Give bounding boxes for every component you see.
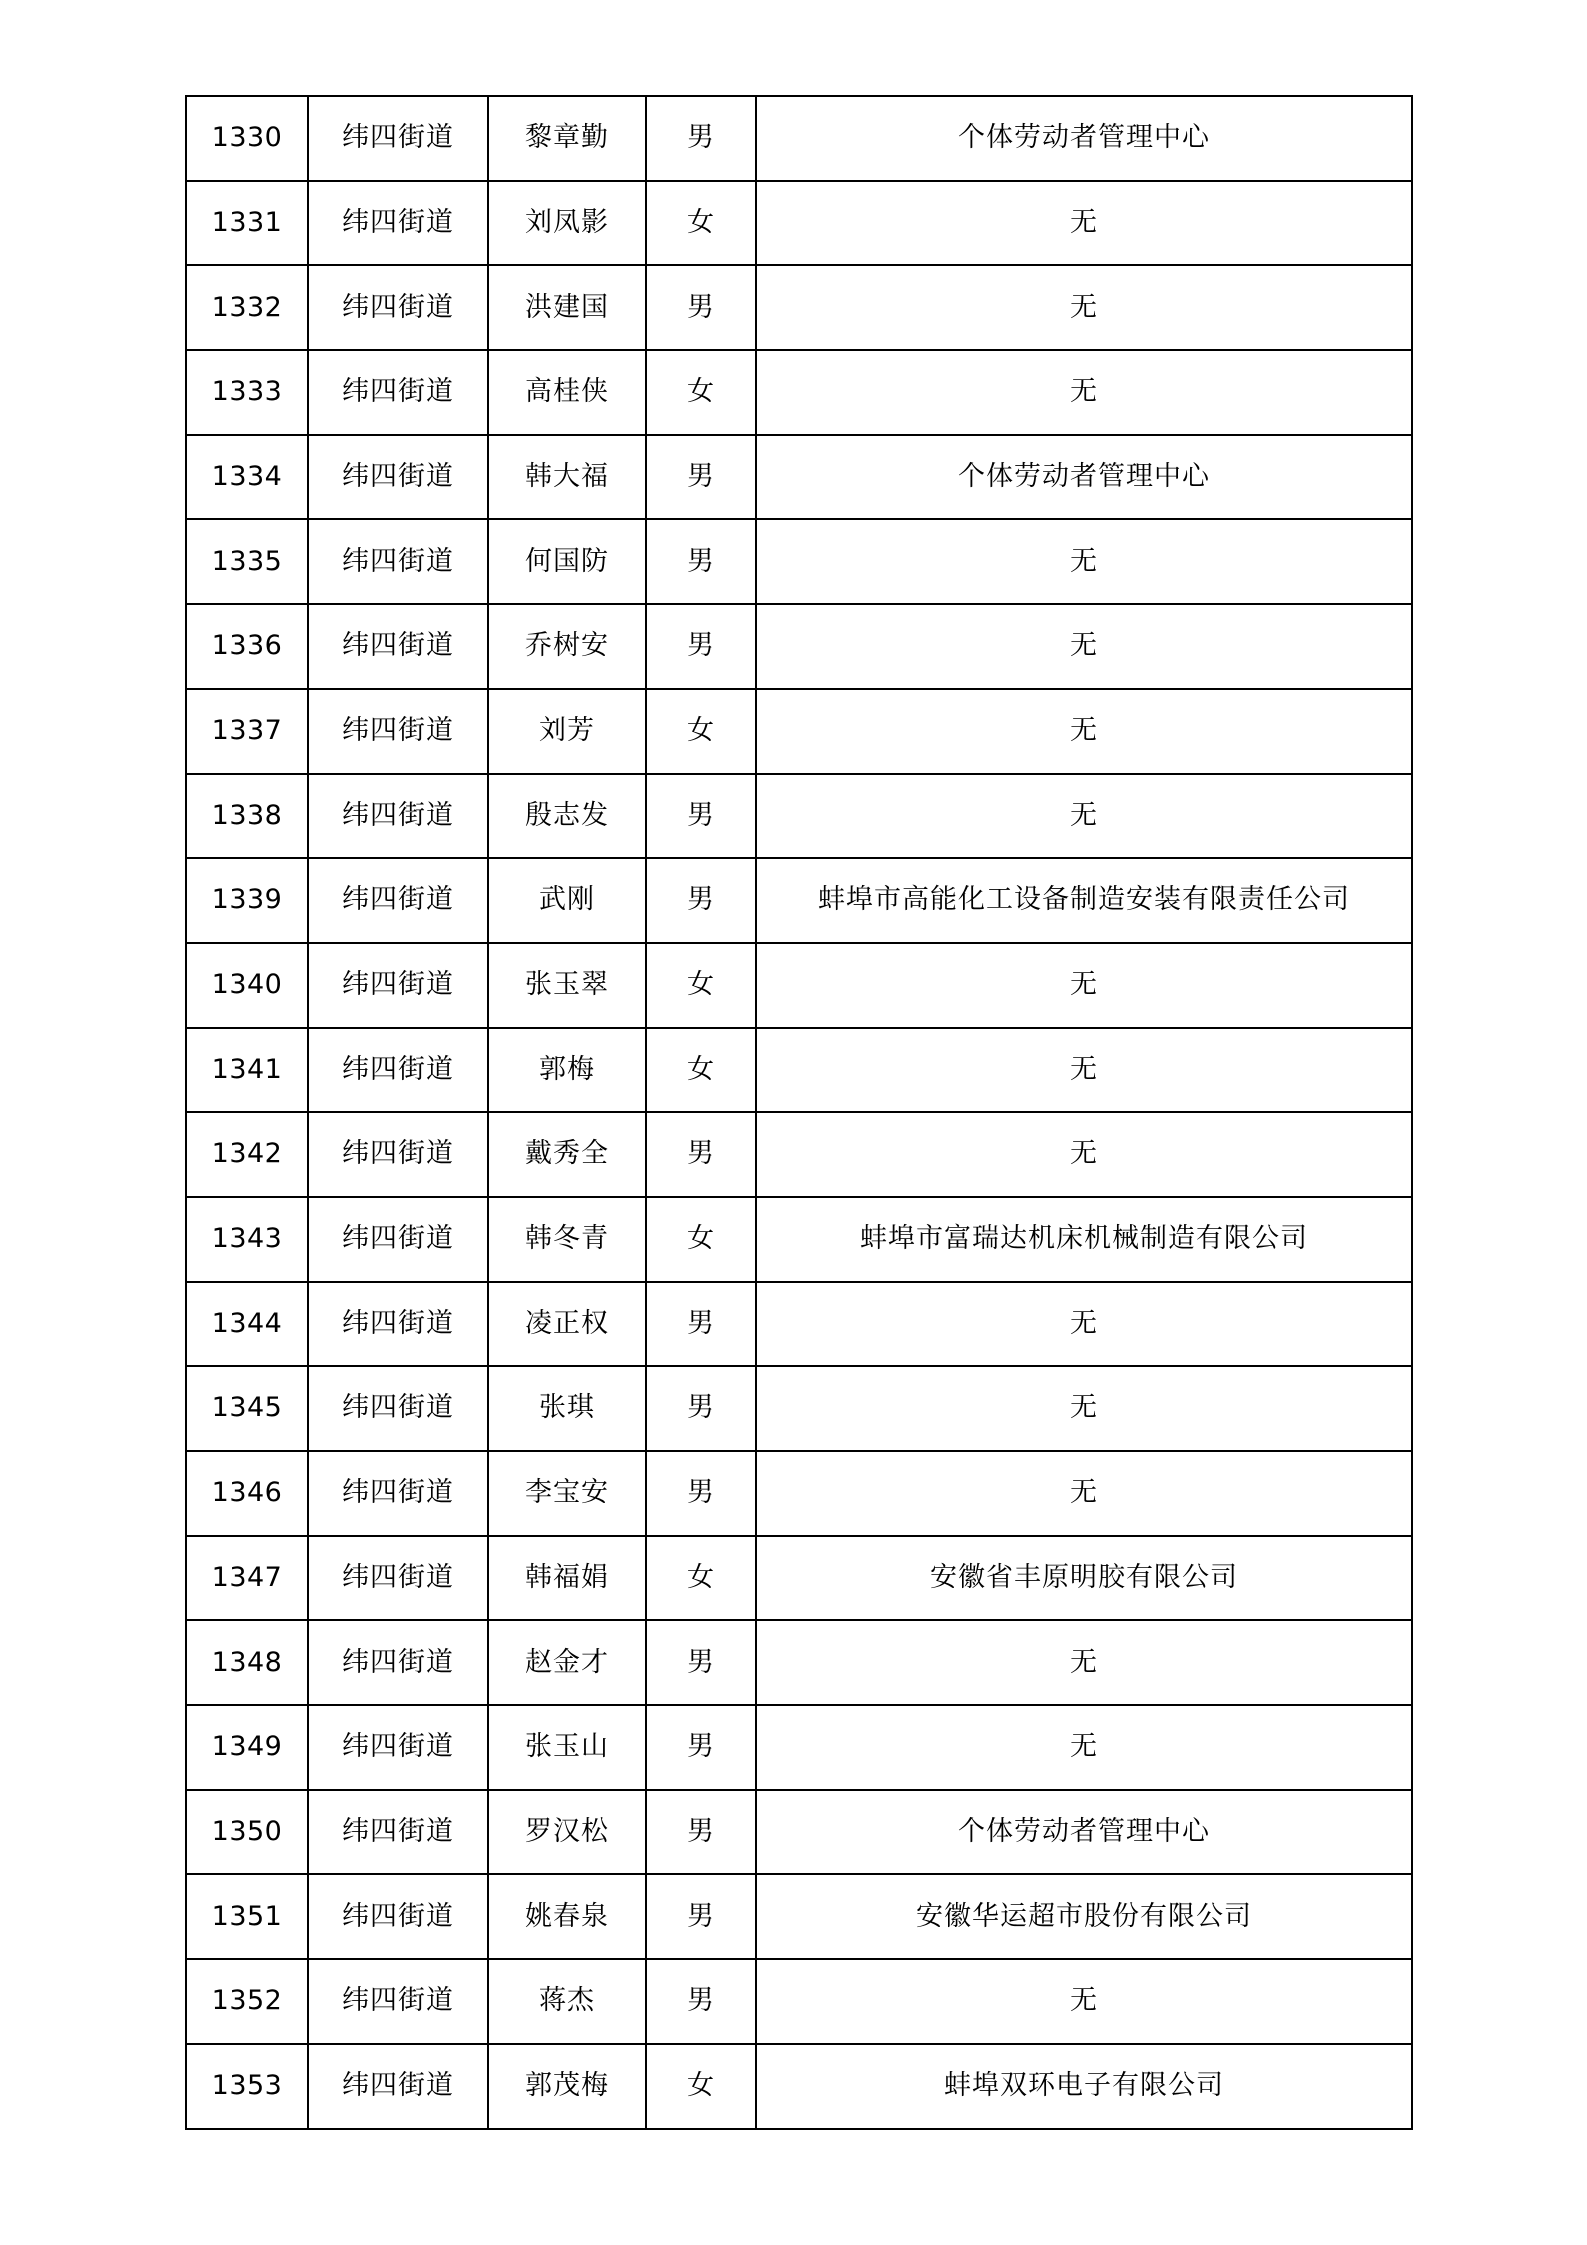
table-row (186, 1366, 1412, 1451)
cell-employer: 无 (756, 1451, 1412, 1536)
cell-number: 1349 (186, 1705, 308, 1790)
table-row (186, 181, 1412, 266)
cell-number: 1333 (186, 350, 308, 435)
cell-name: 乔树安 (488, 604, 646, 689)
cell-district: 纬四街道 (308, 1536, 488, 1621)
cell-employer: 蚌埠双环电子有限公司 (756, 2044, 1412, 2129)
cell-district: 纬四街道 (308, 519, 488, 604)
cell-number: 1340 (186, 943, 308, 1028)
cell-employer: 个体劳动者管理中心 (756, 435, 1412, 520)
cell-number: 1344 (186, 1282, 308, 1367)
cell-name: 黎章勤 (488, 96, 646, 181)
table-row (186, 858, 1412, 943)
cell-name: 凌正权 (488, 1282, 646, 1367)
cell-employer: 无 (756, 1282, 1412, 1367)
cell-gender: 男 (646, 1112, 756, 1197)
table-row (186, 1197, 1412, 1282)
cell-district: 纬四街道 (308, 1705, 488, 1790)
cell-name: 刘凤影 (488, 181, 646, 266)
cell-district: 纬四街道 (308, 265, 488, 350)
cell-gender: 男 (646, 774, 756, 859)
cell-number: 1351 (186, 1874, 308, 1959)
cell-employer: 无 (756, 181, 1412, 266)
cell-employer: 个体劳动者管理中心 (756, 1790, 1412, 1875)
cell-name: 高桂侠 (488, 350, 646, 435)
table-row (186, 350, 1412, 435)
table-row (186, 265, 1412, 350)
cell-gender: 女 (646, 1197, 756, 1282)
cell-name: 武刚 (488, 858, 646, 943)
cell-district: 纬四街道 (308, 1959, 488, 2044)
cell-employer: 蚌埠市高能化工设备制造安装有限责任公司 (756, 858, 1412, 943)
table-row (186, 519, 1412, 604)
cell-district: 纬四街道 (308, 1282, 488, 1367)
table-row (186, 1874, 1412, 1959)
cell-employer: 无 (756, 1028, 1412, 1113)
cell-employer: 安徽华运超市股份有限公司 (756, 1874, 1412, 1959)
cell-gender: 男 (646, 1790, 756, 1875)
cell-name: 韩福娟 (488, 1536, 646, 1621)
table-row (186, 1790, 1412, 1875)
cell-employer: 个体劳动者管理中心 (756, 96, 1412, 181)
cell-number: 1338 (186, 774, 308, 859)
cell-employer: 无 (756, 943, 1412, 1028)
cell-number: 1337 (186, 689, 308, 774)
cell-employer: 无 (756, 1366, 1412, 1451)
cell-gender: 女 (646, 689, 756, 774)
cell-district: 纬四街道 (308, 181, 488, 266)
cell-district: 纬四街道 (308, 858, 488, 943)
cell-gender: 男 (646, 519, 756, 604)
cell-name: 姚春泉 (488, 1874, 646, 1959)
cell-gender: 男 (646, 265, 756, 350)
cell-name: 韩冬青 (488, 1197, 646, 1282)
cell-employer: 无 (756, 774, 1412, 859)
table-row (186, 1620, 1412, 1705)
cell-district: 纬四街道 (308, 604, 488, 689)
table-row (186, 2044, 1412, 2129)
cell-district: 纬四街道 (308, 1451, 488, 1536)
cell-district: 纬四街道 (308, 1790, 488, 1875)
table-row (186, 1112, 1412, 1197)
table-row (186, 1959, 1412, 2044)
cell-employer: 无 (756, 350, 1412, 435)
cell-gender: 男 (646, 1959, 756, 2044)
cell-name: 张玉翠 (488, 943, 646, 1028)
cell-name: 郭梅 (488, 1028, 646, 1113)
cell-name: 张琪 (488, 1366, 646, 1451)
cell-name: 刘芳 (488, 689, 646, 774)
cell-number: 1345 (186, 1366, 308, 1451)
cell-district: 纬四街道 (308, 350, 488, 435)
cell-district: 纬四街道 (308, 1620, 488, 1705)
table-row (186, 1536, 1412, 1621)
cell-employer: 蚌埠市富瑞达机床机械制造有限公司 (756, 1197, 1412, 1282)
cell-employer: 无 (756, 604, 1412, 689)
cell-district: 纬四街道 (308, 96, 488, 181)
cell-number: 1352 (186, 1959, 308, 2044)
cell-employer: 无 (756, 1705, 1412, 1790)
table-row (186, 96, 1412, 181)
cell-number: 1348 (186, 1620, 308, 1705)
cell-gender: 女 (646, 2044, 756, 2129)
cell-district: 纬四街道 (308, 1366, 488, 1451)
cell-district: 纬四街道 (308, 1197, 488, 1282)
cell-gender: 女 (646, 1028, 756, 1113)
cell-name: 戴秀全 (488, 1112, 646, 1197)
cell-gender: 女 (646, 181, 756, 266)
cell-name: 张玉山 (488, 1705, 646, 1790)
cell-district: 纬四街道 (308, 1874, 488, 1959)
cell-number: 1332 (186, 265, 308, 350)
cell-name: 洪建国 (488, 265, 646, 350)
cell-gender: 男 (646, 1282, 756, 1367)
cell-district: 纬四街道 (308, 689, 488, 774)
cell-number: 1330 (186, 96, 308, 181)
cell-name: 何国防 (488, 519, 646, 604)
table-row (186, 1282, 1412, 1367)
cell-number: 1341 (186, 1028, 308, 1113)
cell-district: 纬四街道 (308, 774, 488, 859)
cell-number: 1339 (186, 858, 308, 943)
cell-name: 殷志发 (488, 774, 646, 859)
table-row (186, 604, 1412, 689)
cell-gender: 男 (646, 1451, 756, 1536)
cell-district: 纬四街道 (308, 1028, 488, 1113)
cell-district: 纬四街道 (308, 435, 488, 520)
table-row (186, 1705, 1412, 1790)
cell-gender: 男 (646, 1366, 756, 1451)
cell-name: 李宝安 (488, 1451, 646, 1536)
cell-gender: 男 (646, 858, 756, 943)
cell-name: 赵金才 (488, 1620, 646, 1705)
cell-number: 1336 (186, 604, 308, 689)
cell-name: 蒋杰 (488, 1959, 646, 2044)
cell-employer: 无 (756, 1112, 1412, 1197)
cell-employer: 安徽省丰原明胶有限公司 (756, 1536, 1412, 1621)
cell-employer: 无 (756, 1959, 1412, 2044)
cell-employer: 无 (756, 519, 1412, 604)
cell-number: 1350 (186, 1790, 308, 1875)
cell-gender: 男 (646, 1874, 756, 1959)
cell-employer: 无 (756, 1620, 1412, 1705)
cell-name: 罗汉松 (488, 1790, 646, 1875)
roster-table (185, 95, 1413, 2130)
cell-number: 1347 (186, 1536, 308, 1621)
cell-district: 纬四街道 (308, 1112, 488, 1197)
cell-gender: 女 (646, 943, 756, 1028)
cell-name: 韩大福 (488, 435, 646, 520)
cell-number: 1353 (186, 2044, 308, 2129)
table-row (186, 1451, 1412, 1536)
cell-number: 1343 (186, 1197, 308, 1282)
cell-number: 1331 (186, 181, 308, 266)
cell-number: 1342 (186, 1112, 308, 1197)
cell-district: 纬四街道 (308, 2044, 488, 2129)
cell-name: 郭茂梅 (488, 2044, 646, 2129)
cell-gender: 男 (646, 96, 756, 181)
cell-number: 1346 (186, 1451, 308, 1536)
cell-employer: 无 (756, 689, 1412, 774)
table-row (186, 774, 1412, 859)
cell-number: 1334 (186, 435, 308, 520)
cell-gender: 男 (646, 604, 756, 689)
table-row (186, 943, 1412, 1028)
cell-gender: 男 (646, 435, 756, 520)
cell-number: 1335 (186, 519, 308, 604)
cell-district: 纬四街道 (308, 943, 488, 1028)
table-row (186, 1028, 1412, 1113)
cell-employer: 无 (756, 265, 1412, 350)
cell-gender: 女 (646, 350, 756, 435)
table-row (186, 689, 1412, 774)
cell-gender: 男 (646, 1705, 756, 1790)
table-row (186, 435, 1412, 520)
cell-gender: 女 (646, 1536, 756, 1621)
cell-gender: 男 (646, 1620, 756, 1705)
